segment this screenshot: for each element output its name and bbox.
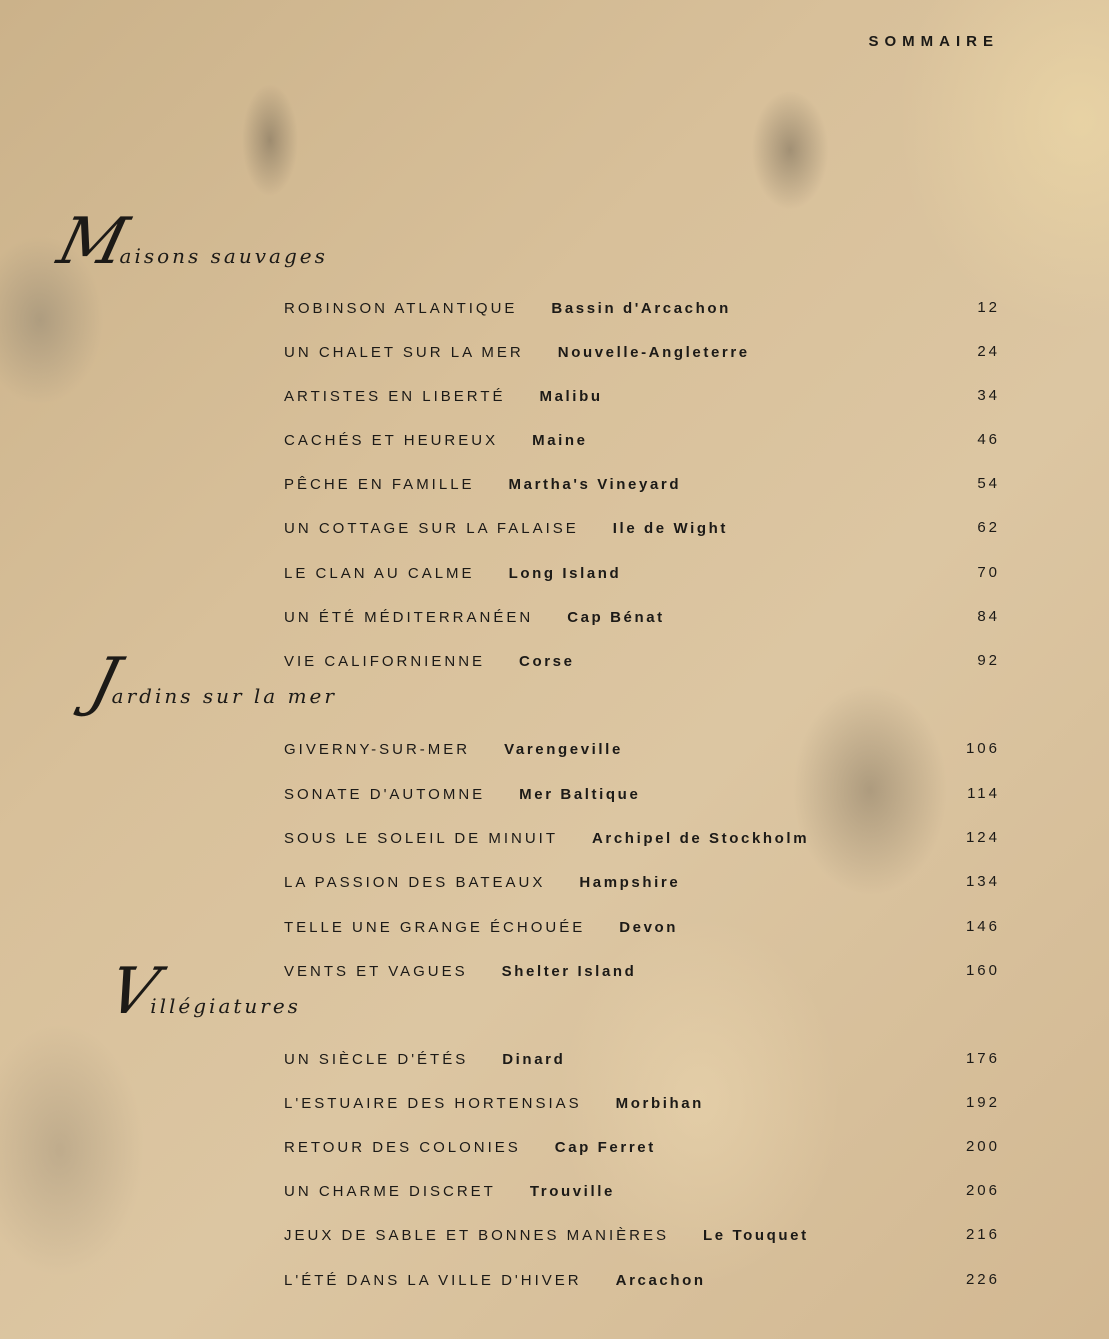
section-title-rest: ardins sur la mer <box>111 684 337 708</box>
section-title-maisons-sauvages <box>50 205 328 279</box>
entry-place: Archipel de Stockholm <box>592 829 810 847</box>
entry-page-number: 200 <box>965 1138 1000 1155</box>
entry-page-number: 114 <box>967 785 1000 802</box>
entry-title: CACHÉS ET HEUREUX <box>284 431 499 449</box>
entry-page-number: 226 <box>965 1271 1000 1288</box>
entry-title: SOUS LE SOLEIL DE MINUIT <box>284 829 558 847</box>
toc-entry[interactable] <box>284 1047 1000 1071</box>
toc-entry[interactable] <box>284 1179 1000 1203</box>
entry-place: Trouville <box>529 1182 615 1200</box>
entry-title: VENTS ET VAGUES <box>284 962 468 980</box>
toc-entry[interactable] <box>284 737 1000 761</box>
entry-place: Morbihan <box>615 1094 704 1112</box>
entry-title: VIE CALIFORNIENNE <box>284 652 486 670</box>
entry-place: Arcachon <box>615 1271 706 1289</box>
entry-place: Dinard <box>502 1050 566 1068</box>
entry-place: Bassin d'Arcachon <box>551 299 731 317</box>
toc-entry[interactable] <box>284 1135 1000 1159</box>
entry-title: L'ESTUAIRE DES HORTENSIAS <box>284 1094 582 1112</box>
entry-place: Nouvelle-Angleterre <box>557 343 750 361</box>
entry-title: UN COTTAGE SUR LA FALAISE <box>284 519 579 537</box>
toc-entry[interactable] <box>284 428 1000 452</box>
section-title-rest: aisons sauvages <box>119 244 328 268</box>
entry-title: GIVERNY-SUR-MER <box>284 740 471 758</box>
toc-entry[interactable] <box>284 296 1000 320</box>
entry-page-number: 84 <box>977 608 1000 625</box>
entry-page-number: 206 <box>965 1182 1000 1199</box>
entry-title: SONATE D'AUTOMNE <box>284 785 486 803</box>
section-title-jardins-sur-la-mer <box>82 645 337 719</box>
entry-place: Devon <box>619 918 679 936</box>
toc-entry[interactable] <box>284 1223 1000 1247</box>
entry-page-number: 62 <box>977 519 1000 536</box>
toc-entry[interactable] <box>284 340 1000 364</box>
entry-place: Varengeville <box>504 740 623 758</box>
toc-entry[interactable] <box>284 649 1000 673</box>
toc-entry[interactable] <box>284 826 1000 850</box>
section-initial: J <box>82 645 127 719</box>
section-title-rest: illégiatures <box>150 994 301 1018</box>
toc-entry[interactable] <box>284 605 1000 629</box>
entry-page-number: 46 <box>977 431 1000 448</box>
entry-place: Le Touquet <box>702 1226 809 1244</box>
entry-page-number: 176 <box>965 1050 1000 1067</box>
section-title-villegiatures <box>100 955 301 1029</box>
section-initial: M <box>50 205 135 279</box>
entry-title: UN SIÈCLE D'ÉTÉS <box>284 1050 469 1068</box>
toc-entry[interactable] <box>284 472 1000 496</box>
entry-place: Martha's Vineyard <box>508 475 682 493</box>
entry-page-number: 34 <box>977 387 1000 404</box>
entry-place: Ile de Wight <box>612 519 729 537</box>
toc-entry[interactable] <box>284 959 1000 983</box>
entry-page-number: 54 <box>977 475 1000 492</box>
toc-entry[interactable] <box>284 561 1000 585</box>
entry-title: PÊCHE EN FAMILLE <box>284 475 475 493</box>
entry-place: Mer Baltique <box>519 785 641 803</box>
toc-entry[interactable] <box>284 915 1000 939</box>
entry-page-number: 192 <box>965 1094 1000 1111</box>
entry-page-number: 124 <box>965 829 1000 846</box>
toc-entry[interactable] <box>284 782 1000 806</box>
entry-page-number: 92 <box>977 652 1000 669</box>
entry-place: Maine <box>532 431 588 449</box>
entry-page-number: 146 <box>965 918 1000 935</box>
entry-title: TELLE UNE GRANGE ÉCHOUÉE <box>284 918 586 936</box>
entry-place: Shelter Island <box>501 962 637 980</box>
entry-title: RETOUR DES COLONIES <box>284 1138 521 1156</box>
toc-entry[interactable] <box>284 1268 1000 1292</box>
entry-page-number: 216 <box>965 1226 1000 1243</box>
toc-entry[interactable] <box>284 870 1000 894</box>
entry-place: Cap Bénat <box>567 608 665 626</box>
section-initial: V <box>100 955 166 1029</box>
entry-title: UN CHARME DISCRET <box>284 1182 496 1200</box>
entry-page-number: 70 <box>977 564 1000 581</box>
entry-title: LE CLAN AU CALME <box>284 564 475 582</box>
toc-entry[interactable] <box>284 516 1000 540</box>
entry-title: L'ÉTÉ DANS LA VILLE D'HIVER <box>284 1271 582 1289</box>
entry-page-number: 24 <box>977 343 1000 360</box>
toc-entry[interactable] <box>284 384 1000 408</box>
entry-place: Malibu <box>539 387 603 405</box>
entry-page-number: 134 <box>965 873 1000 890</box>
entry-page-number: 106 <box>965 740 1000 757</box>
entry-title: ARTISTES EN LIBERTÉ <box>284 387 506 405</box>
entry-place: Hampshire <box>579 873 681 891</box>
entry-page-number: 12 <box>977 299 1000 316</box>
page-heading: SOMMAIRE <box>868 33 999 50</box>
entry-title: LA PASSION DES BATEAUX <box>284 873 546 891</box>
toc-entry[interactable] <box>284 1091 1000 1115</box>
entry-title: JEUX DE SABLE ET BONNES MANIÈRES <box>284 1226 669 1244</box>
entry-page-number: 160 <box>965 962 1000 979</box>
entry-title: UN CHALET SUR LA MER <box>284 343 524 361</box>
entry-title: ROBINSON ATLANTIQUE <box>284 299 518 317</box>
entry-place: Corse <box>519 652 575 670</box>
entry-place: Long Island <box>508 564 622 582</box>
entry-title: UN ÉTÉ MÉDITERRANÉEN <box>284 608 534 626</box>
entry-place: Cap Ferret <box>554 1138 656 1156</box>
